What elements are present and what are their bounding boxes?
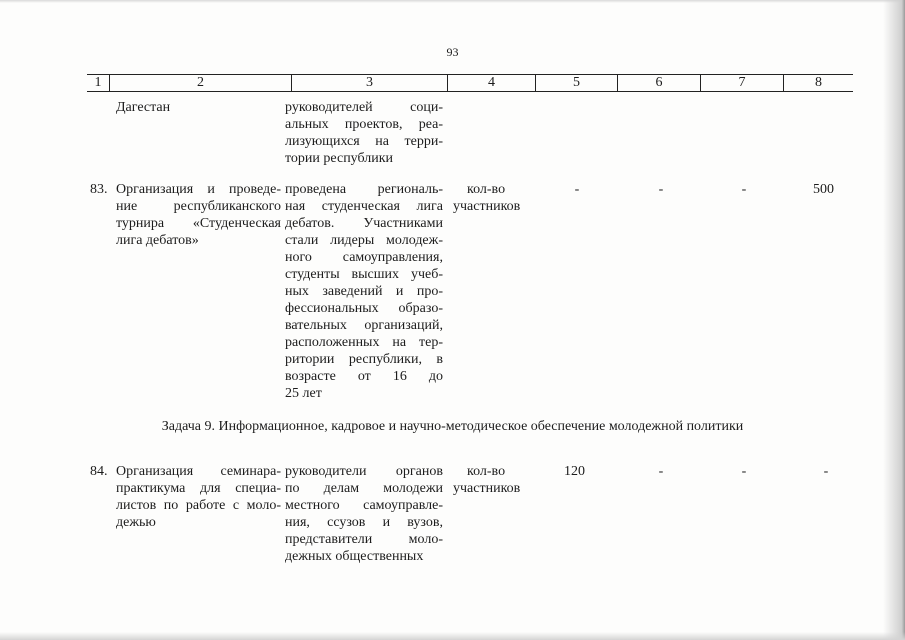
header-col-6: 6 xyxy=(617,75,700,91)
row-83-col8: 500 xyxy=(813,182,834,197)
header-col-5: 5 xyxy=(535,75,617,91)
row-83-col5: - xyxy=(574,182,580,197)
header-col-2: 2 xyxy=(109,75,291,91)
row-84-col3: руководители органов по делам молодежи местного самоуправле- ния, ссузов и вузов, представители моло- дежных общественных xyxy=(285,464,443,564)
continued-row-col2: Дагестан xyxy=(116,100,171,115)
row-84-col2: Организация семинара- практикума для специа- листов по работе с моло- дежью xyxy=(116,464,281,530)
header-col-1: 1 xyxy=(94,75,102,90)
continued-row-col3: руководителей соци- альных проектов, реа- лизующихся на терри- тории республики xyxy=(285,100,443,166)
row-83-col7: - xyxy=(741,182,747,197)
row-84-col5: 120 xyxy=(564,464,585,479)
page-number: 93 xyxy=(446,45,459,59)
header-col-3: 3 xyxy=(291,75,447,91)
row-83-col6: - xyxy=(658,182,664,197)
header-col-8: 8 xyxy=(783,75,853,91)
row-83-col4: кол-во участников xyxy=(453,182,521,214)
row-84-number: 84. xyxy=(90,464,108,479)
row-84-col4: кол-во участников xyxy=(453,464,521,496)
scan-shadow-top xyxy=(0,0,905,3)
scan-shadow-right xyxy=(883,0,905,640)
row-84-col8: - xyxy=(823,464,829,479)
row-83-number: 83. xyxy=(90,182,108,197)
row-83-col3: проведена региональ- ная студенческая лига дебатов. Участниками стали лидеры молодеж- ного самоуправления, студенты высших учеб- ных заведений и про- фессиональных образо- вательных организаций, расположенных на тер- ритории республики, в возрасте от 16 до 25 лет xyxy=(285,182,443,401)
header-col-4: 4 xyxy=(447,75,535,91)
row-83-col2: Организация и проведе- ние республиканского турнира «Студенческая лига дебатов» xyxy=(116,182,281,248)
table-header-row xyxy=(87,74,853,92)
row-84-col6: - xyxy=(658,464,664,479)
header-col-7: 7 xyxy=(700,75,783,91)
scan-shadow-bottom xyxy=(0,632,905,640)
task-heading: Задача 9. Информационное, кадровое и научно-методическое обеспечение молодежной политики xyxy=(161,419,744,434)
row-84-col7: - xyxy=(741,464,747,479)
